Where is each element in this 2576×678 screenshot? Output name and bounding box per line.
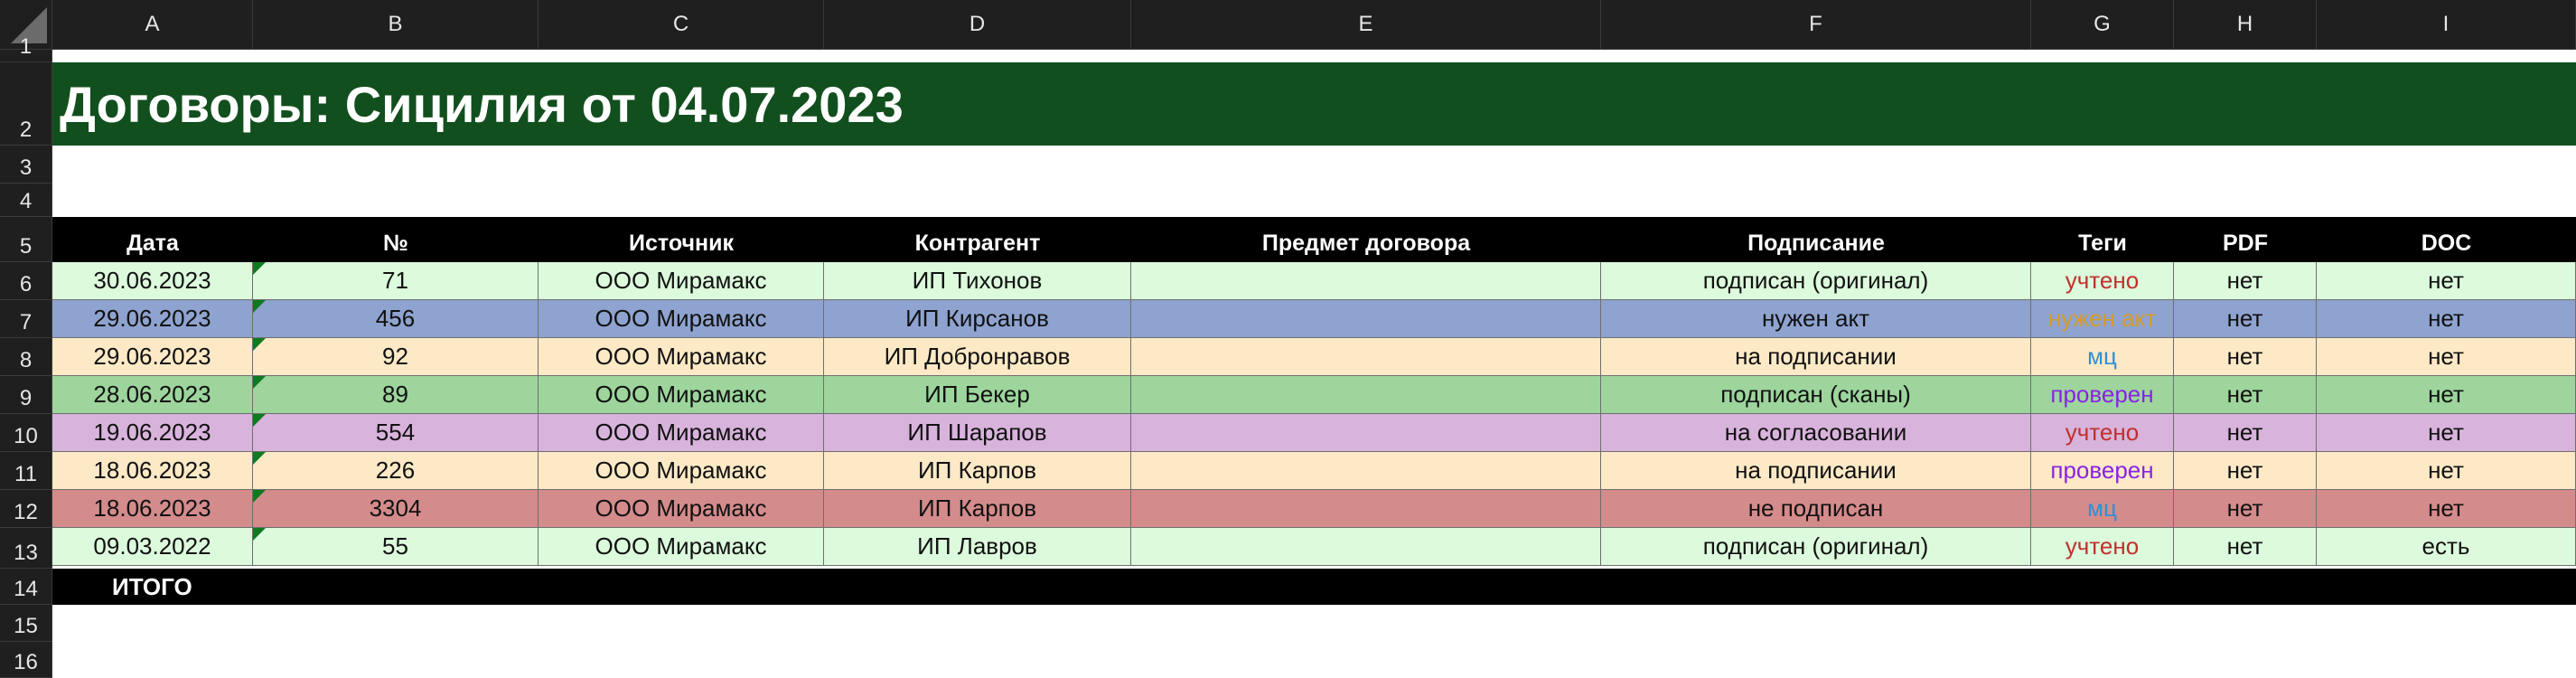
comment-indicator-icon — [253, 452, 266, 465]
row-header-12[interactable]: 12 — [0, 490, 52, 528]
cell-doc[interactable]: нет — [2317, 490, 2576, 528]
cell-date[interactable]: 18.06.2023 — [52, 452, 253, 490]
sheet-title-banner[interactable] — [52, 62, 2576, 146]
row-header-3[interactable]: 3 — [0, 146, 52, 184]
cell-num[interactable]: 92 — [253, 338, 539, 376]
cell-num[interactable]: 55 — [253, 528, 539, 566]
header-doc[interactable]: DOC — [2421, 231, 2472, 256]
cell-source[interactable]: ООО Мирамакс — [539, 414, 824, 452]
cell-source[interactable]: ООО Мирамакс — [539, 300, 824, 338]
cell-counterparty[interactable]: ИП Добронравов — [824, 338, 1131, 376]
cell-num[interactable]: 71 — [253, 262, 539, 300]
cell-source[interactable]: ООО Мирамакс — [539, 528, 824, 566]
cell-date[interactable]: 18.06.2023 — [52, 490, 253, 528]
cell-pdf[interactable]: нет — [2174, 528, 2317, 566]
comment-indicator-icon — [253, 262, 266, 275]
cell-doc[interactable]: нет — [2317, 262, 2576, 300]
cell-signing[interactable]: на подписании — [1601, 452, 2031, 490]
header-source[interactable]: Источник — [629, 231, 734, 256]
cell-doc[interactable]: нет — [2317, 300, 2576, 338]
total-label: ИТОГО — [112, 572, 192, 600]
row-header-13[interactable]: 13 — [0, 528, 52, 569]
column-header-e[interactable]: E — [1131, 0, 1601, 50]
column-header-c[interactable]: C — [539, 0, 824, 50]
cell-subject[interactable] — [1131, 528, 1601, 566]
cell-pdf[interactable]: нет — [2174, 300, 2317, 338]
cell-counterparty[interactable]: ИП Карпов — [824, 490, 1131, 528]
comment-indicator-icon — [253, 300, 266, 313]
cell-date[interactable]: 30.06.2023 — [52, 262, 253, 300]
cell-doc[interactable]: нет — [2317, 414, 2576, 452]
cell-num[interactable]: 554 — [253, 414, 539, 452]
row-header-5[interactable]: 5 — [0, 217, 52, 262]
sheet-title: Договоры: Сицилия от 04.07.2023 — [60, 75, 904, 133]
cell-source[interactable]: ООО Мирамакс — [539, 338, 824, 376]
cell-counterparty[interactable]: ИП Карпов — [824, 452, 1131, 490]
row-header-4[interactable]: 4 — [0, 184, 52, 217]
cell-pdf[interactable]: нет — [2174, 262, 2317, 300]
header-subject[interactable]: Предмет договора — [1261, 231, 1471, 256]
row-header-9[interactable]: 9 — [0, 376, 52, 414]
comment-indicator-icon — [253, 376, 266, 389]
cell-tag[interactable]: нужен акт — [2031, 300, 2174, 338]
cell-subject[interactable] — [1131, 452, 1601, 490]
header-date[interactable]: Дата — [126, 231, 179, 256]
cell-num[interactable]: 89 — [253, 376, 539, 414]
cell-counterparty[interactable]: ИП Тихонов — [824, 262, 1131, 300]
comment-indicator-icon — [253, 338, 266, 351]
cell-subject[interactable] — [1131, 300, 1601, 338]
column-header-g[interactable]: G — [2031, 0, 2174, 50]
cell-pdf[interactable]: нет — [2174, 376, 2317, 414]
cell-doc[interactable]: нет — [2317, 452, 2576, 490]
cell-tag[interactable]: проверен — [2031, 452, 2174, 490]
cell-date[interactable]: 19.06.2023 — [52, 414, 253, 452]
cell-num[interactable]: 3304 — [253, 490, 539, 528]
cell-subject[interactable] — [1131, 338, 1601, 376]
cell-signing[interactable]: на подписании — [1601, 338, 2031, 376]
header-counterparty[interactable]: Контрагент — [914, 231, 1041, 256]
column-header-i[interactable]: I — [2317, 0, 2576, 50]
row-header-8[interactable]: 8 — [0, 338, 52, 376]
row-header-10[interactable]: 10 — [0, 414, 52, 452]
column-header-f[interactable]: F — [1601, 0, 2031, 50]
comment-indicator-icon — [253, 528, 266, 541]
cell-pdf[interactable]: нет — [2174, 414, 2317, 452]
header-number[interactable]: № — [383, 231, 408, 256]
cell-subject[interactable] — [1131, 376, 1601, 414]
column-header-a[interactable]: A — [52, 0, 253, 50]
row-header-16[interactable]: 16 — [0, 642, 52, 678]
cell-doc[interactable]: нет — [2317, 376, 2576, 414]
row-header-15[interactable]: 15 — [0, 605, 52, 642]
cell-signing[interactable]: на согласовании — [1601, 414, 2031, 452]
cell-counterparty[interactable]: ИП Шарапов — [824, 414, 1131, 452]
cell-doc[interactable]: нет — [2317, 338, 2576, 376]
cell-pdf[interactable]: нет — [2174, 338, 2317, 376]
cell-num[interactable]: 226 — [253, 452, 539, 490]
cell-num[interactable]: 456 — [253, 300, 539, 338]
cell-signing[interactable]: нужен акт — [1601, 300, 2031, 338]
header-pdf[interactable]: PDF — [2223, 231, 2268, 256]
cell-date[interactable]: 09.03.2022 — [52, 528, 253, 566]
cell-subject[interactable] — [1131, 414, 1601, 452]
comment-indicator-icon — [253, 490, 266, 503]
cell-source[interactable]: ООО Мирамакс — [539, 262, 824, 300]
cell-source[interactable]: ООО Мирамакс — [539, 490, 824, 528]
row-header-1[interactable] — [0, 50, 52, 62]
cell-tag[interactable]: мц — [2031, 338, 2174, 376]
cell-counterparty[interactable]: ИП Лавров — [824, 528, 1131, 566]
cell-tag[interactable]: учтено — [2031, 414, 2174, 452]
cell-tag[interactable]: проверен — [2031, 376, 2174, 414]
cell-tag[interactable]: мц — [2031, 490, 2174, 528]
cell-date[interactable]: 29.06.2023 — [52, 300, 253, 338]
column-header-h[interactable]: H — [2174, 0, 2317, 50]
row-header-6[interactable]: 6 — [0, 262, 52, 300]
header-tags[interactable]: Теги — [2078, 231, 2127, 256]
cell-signing[interactable]: подписан (оригинал) — [1601, 528, 2031, 566]
cell-counterparty[interactable]: ИП Кирсанов — [824, 300, 1131, 338]
cell-subject[interactable] — [1131, 490, 1601, 528]
cell-signing[interactable]: не подписан — [1601, 490, 2031, 528]
cell-subject[interactable] — [1131, 262, 1601, 300]
comment-indicator-icon — [253, 414, 266, 427]
cell-doc[interactable]: есть — [2317, 528, 2576, 566]
row-header-11[interactable]: 11 — [0, 452, 52, 490]
cell-pdf[interactable]: нет — [2174, 452, 2317, 490]
cell-tag[interactable]: учтено — [2031, 262, 2174, 300]
column-header-d[interactable]: D — [824, 0, 1131, 50]
cell-source[interactable]: ООО Мирамакс — [539, 452, 824, 490]
row-header-2[interactable]: 2 — [0, 62, 52, 146]
row-header-14[interactable]: 14 — [0, 569, 52, 605]
cell-signing[interactable]: подписан (оригинал) — [1601, 262, 2031, 300]
cell-date[interactable]: 29.06.2023 — [52, 338, 253, 376]
column-header-b[interactable]: B — [253, 0, 539, 50]
header-signing[interactable]: Подписание — [1747, 231, 1885, 256]
cell-tag[interactable]: учтено — [2031, 528, 2174, 566]
cell-counterparty[interactable]: ИП Бекер — [824, 376, 1131, 414]
cell-date[interactable]: 28.06.2023 — [52, 376, 253, 414]
total-row[interactable] — [52, 569, 2576, 605]
cell-source[interactable]: ООО Мирамакс — [539, 376, 824, 414]
cell-pdf[interactable]: нет — [2174, 490, 2317, 528]
cell-signing[interactable]: подписан (сканы) — [1601, 376, 2031, 414]
row-header-7[interactable]: 7 — [0, 300, 52, 338]
